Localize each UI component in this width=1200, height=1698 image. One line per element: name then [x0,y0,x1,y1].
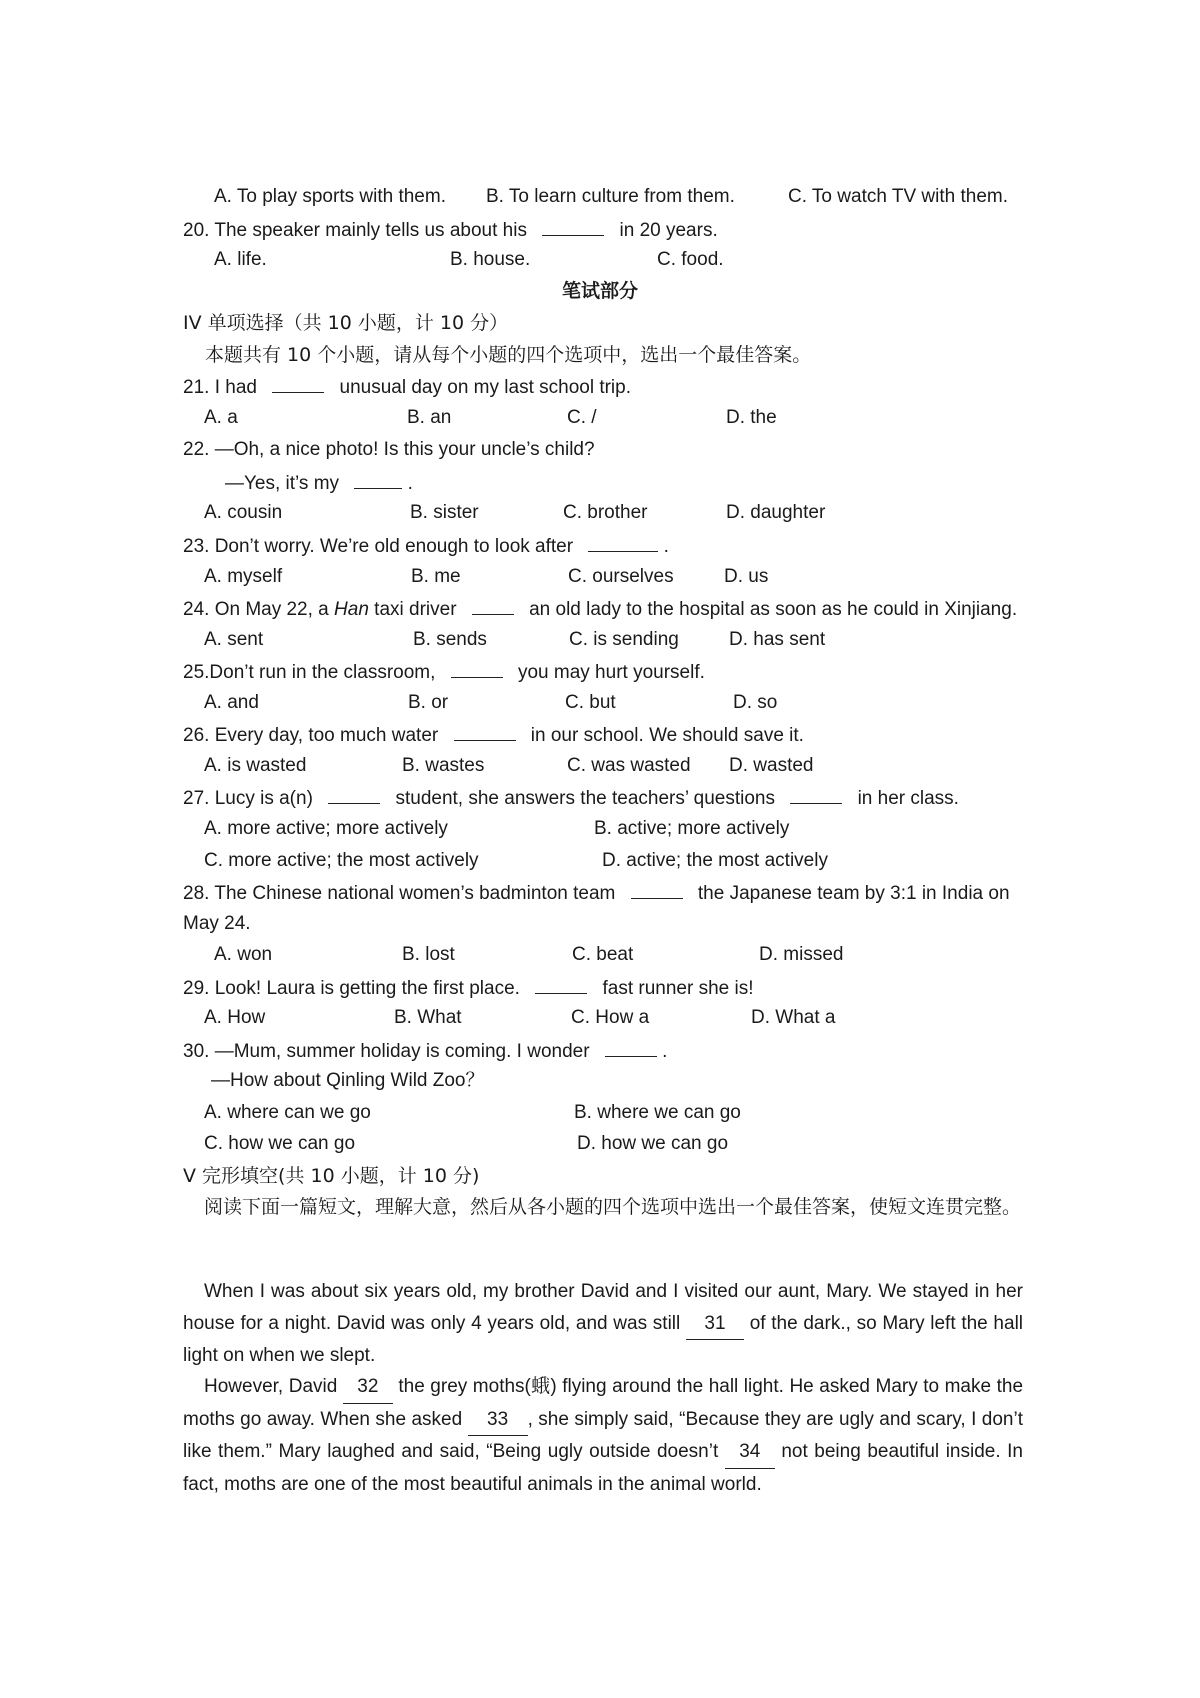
q27-stem-mid: student, she answers the teachers’ questions [395,788,775,809]
q26-stem-post: in our school. We should save it. [530,725,804,746]
q22-option-b: B. sister [410,502,479,523]
q26-option-c: C. was wasted [567,755,691,776]
q23-option-a: A. myself [204,566,283,587]
q21-option-a: A. a [204,407,238,428]
q25-stem-pre: 25.Don’t run in the classroom, [183,662,436,683]
q28-blank [631,880,683,899]
q21-stem-post: unusual day on my last school trip. [339,377,632,398]
q22-line1: 22. —Oh, a nice photo! Is this your uncle’s child? [183,439,595,460]
q30-option-b: B. where we can go [574,1102,741,1123]
section-v-instruction-text: 阅读下面一篇短文，理解大意，然后从各小题的四个选项中选出一个最佳答案，使短文连贯完整。 [204,1196,1022,1218]
q28-option-b: B. lost [402,944,455,965]
q20-stem-post: in 20 years. [619,220,718,241]
passage-p1-text-a: When I was about six years old, my brother David and I visited our aunt, Mary. We stayed in her house for a night. David was only 4 years old, and was still [183,1281,1023,1334]
q21-stem [183,374,631,400]
section-v-heading: V 完形填空(共 10 小题，计 10 分) [183,1165,480,1187]
q29-stem-post: fast runner she is! [602,978,754,999]
q30-line2: —How about Qinling Wild Zoo？ [211,1070,485,1091]
q21-blank [272,374,324,393]
q27-stem [183,785,959,811]
q27-option-a: A. more active; more actively [204,818,448,839]
q27-option-d: D. active; the most actively [602,850,828,871]
q26-blank [454,722,516,741]
q19-option-a: A. To play sports with them. [214,186,446,207]
q29-stem-pre: 29. Look! Laura is getting the first place. [183,978,520,999]
q27-stem-post: in her class. [857,788,959,809]
q24-stem-pre: 24. On May 22, a [183,599,335,620]
q25-option-a: A. and [204,692,259,713]
q29-option-c: C. How a [571,1007,650,1028]
q30-option-c: C. how we can go [204,1133,356,1154]
q25-stem-post: you may hurt yourself. [517,662,705,683]
q26-option-a: A. is wasted [204,755,307,776]
q27-blank-2 [790,785,842,804]
section-v-instruction [183,1192,1023,1224]
q30-line1 [183,1038,667,1064]
q30-line1-pre: 30. —Mum, summer holiday is coming. I wonder [183,1041,590,1062]
q20-option-c: C. food. [657,249,724,270]
q28-stem-line2: May 24. [183,913,251,934]
passage-p1-text-b: of the dark., so Mary left the hall light on when we slept. [183,1312,1024,1367]
q27-option-b: B. active; more actively [594,818,790,839]
q25-option-c: C. but [565,692,616,713]
q25-option-b: B. or [408,692,449,713]
q20-blank [542,217,604,236]
q22-line2-post: . [407,473,413,494]
passage-p2-text-a: However, David [204,1376,338,1397]
passage-p2-text-d: not being beautiful inside. In fact, moths are one of the most beautiful animals in the animal world. [183,1441,1024,1495]
q24-stem-post: an old lady to the hospital as soon as he could in Xinjiang. [529,599,1018,620]
q28-stem [183,880,1010,906]
passage-blank-34: 34 [725,1436,775,1469]
q21-option-b: B. an [407,407,452,428]
passage-p2-text-b: the grey moths(蛾) flying around the hall light. He asked Mary to make the moths go away. When she asked [183,1376,1024,1430]
passage-p2-text-c: , she simply said, “Because they are ugly and scary, I don’t like them.” Mary laughed and said, “Being ugly outside doesn’t [183,1408,1023,1463]
q22-option-a: A. cousin [204,502,283,523]
written-part-title: 笔试部分 [561,280,638,302]
q22-option-c: C. brother [563,502,648,523]
passage-paragraph-2 [183,1371,1023,1500]
q28-option-c: C. beat [572,944,634,965]
section-iv-heading: IV 单项选择（共 10 小题，计 10 分） [183,312,509,334]
q21-option-c: C. / [567,407,597,428]
q23-option-b: B. me [411,566,461,587]
q23-option-d: D. us [724,566,769,587]
q19-option-c: C. To watch TV with them. [788,186,1008,207]
q24-option-c: C. is sending [569,629,679,650]
q20-option-b: B. house. [450,249,531,270]
q29-blank [535,975,587,994]
q24-option-b: B. sends [413,629,487,650]
q30-option-a: A. where can we go [204,1102,371,1123]
q30-option-d: D. how we can go [577,1133,729,1154]
q30-line1-post: . [662,1041,668,1062]
q28-option-a: A. won [214,944,273,965]
q20-stem [183,217,718,243]
passage-blank-33: 33 [468,1404,528,1437]
q21-stem-pre: 21. I had [183,377,257,398]
q29-option-d: D. What a [751,1007,836,1028]
q19-option-b: B. To learn culture from them. [486,186,735,207]
q29-option-a: A. How [204,1007,266,1028]
q22-blank [354,470,402,489]
q28-option-d: D. missed [759,944,844,965]
q25-option-d: D. so [733,692,778,713]
q23-blank [588,533,658,552]
q22-line2 [225,470,413,496]
q28-stem-post: the Japanese team by 3:1 in India on [697,883,1010,904]
q26-option-b: B. wastes [402,755,485,776]
q29-stem [183,975,754,1001]
q23-stem [183,533,669,559]
q24-stem [183,596,1017,622]
passage-paragraph-1 [183,1276,1023,1372]
q24-stem-mid: taxi driver [368,599,457,620]
q30-blank [605,1038,657,1057]
q24-blank [472,596,514,615]
q24-option-d: D. has sent [729,629,826,650]
passage-blank-31: 31 [686,1308,744,1341]
passage-blank-32: 32 [343,1371,393,1404]
q21-option-d: D. the [726,407,777,428]
q20-stem-pre: 20. The speaker mainly tells us about his [183,220,527,241]
q23-stem-post: . [663,536,669,557]
q20-option-a: A. life. [214,249,267,270]
q29-option-b: B. What [394,1007,462,1028]
q28-stem-pre: 28. The Chinese national women’s badminton team [183,883,616,904]
q24-option-a: A. sent [204,629,264,650]
q24-stem-italic: Han [334,599,369,620]
q27-stem-pre: 27. Lucy is a(n) [183,788,313,809]
q26-stem [183,722,804,748]
q25-stem [183,659,705,685]
q26-option-d: D. wasted [729,755,814,776]
q22-option-d: D. daughter [726,502,826,523]
q22-line2-pre: —Yes, it’s my [225,473,340,494]
q26-stem-pre: 26. Every day, too much water [183,725,439,746]
q27-option-c: C. more active; the most actively [204,850,479,871]
q23-stem-pre: 23. Don’t worry. We’re old enough to look after [183,536,574,557]
q25-blank [451,659,503,678]
q23-option-c: C. ourselves [568,566,674,587]
q27-blank-1 [328,785,380,804]
section-iv-instruction: 本题共有 10 个小题，请从每个小题的四个选项中，选出一个最佳答案。 [205,344,812,366]
